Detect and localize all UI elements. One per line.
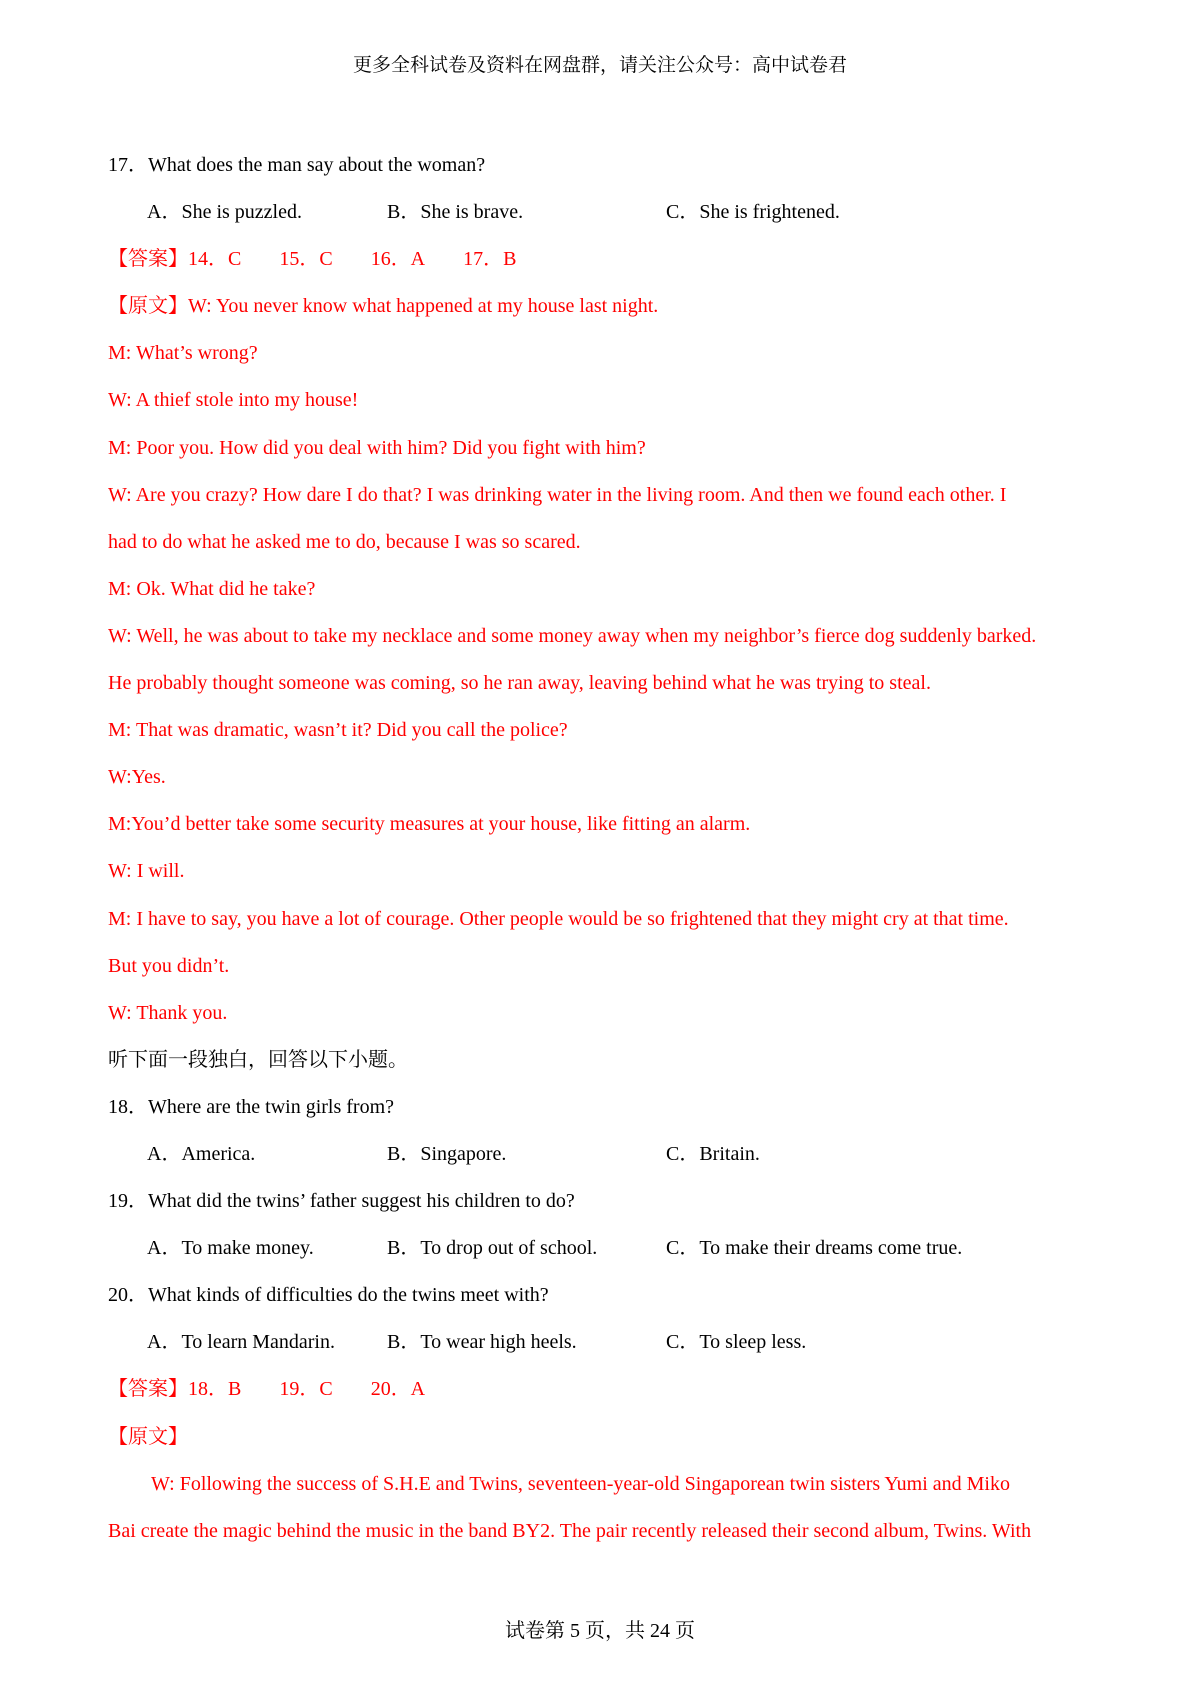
transcript-line: M: Poor you. How did you deal with him? Did you fight with him? [108, 436, 646, 459]
option-b: B．Singapore. [387, 1142, 507, 1165]
transcript-label: 【原文】 [108, 295, 188, 318]
option-c: C．To make their dreams come true. [666, 1237, 963, 1260]
transcript-line: M: Ok. What did he take? [108, 577, 316, 600]
answer-item: 16．A [370, 248, 426, 271]
question-18-options [108, 1131, 1108, 1178]
transcript-line [108, 283, 1108, 330]
answer-key-1 [108, 236, 1108, 283]
option-a: A．To make money. [147, 1237, 314, 1260]
answer-label: 【答案】 [108, 248, 188, 271]
page-header: 更多全科试卷及资料在网盘群，请关注公众号：高中试卷君 [352, 55, 847, 76]
transcript-line: W: Following the success of S.H.E and Twins, seventeen-year-old Singaporean twin sisters Yumi and Miko [151, 1472, 1010, 1495]
answer-item: 20．A [370, 1378, 426, 1401]
transcript-text: W: You never know what happened at my house last night. [188, 295, 659, 318]
answer-item: 14．C [188, 248, 242, 271]
transcript-label-2: 【原文】 [108, 1425, 188, 1448]
document-body [108, 142, 1108, 1555]
question-19: 19．What did the twins’ father suggest his children to do? [108, 1190, 575, 1213]
transcript-line: W: Thank you. [108, 1001, 228, 1024]
option-b: B．To wear high heels. [387, 1331, 577, 1354]
transcript-line: W: Well, he was about to take my necklace and some money away when my neighbor’s fierce dog suddenly barked. [108, 624, 1037, 647]
question-17-options [108, 189, 1108, 236]
option-a: A．To learn Mandarin. [147, 1331, 335, 1354]
question-19-options [108, 1225, 1108, 1272]
transcript-line: W: Are you crazy? How dare I do that? I was drinking water in the living room. And then we found each other. I [108, 483, 1007, 506]
transcript-line: Bai create the magic behind the music in the band BY2. The pair recently released their second album, Twins. With [108, 1519, 1032, 1542]
transcript-line: M: I have to say, you have a lot of courage. Other people would be so frightened that they might cry at that time. [108, 907, 1009, 930]
answer-item: 18．B [188, 1378, 242, 1401]
option-c: C．Britain. [666, 1142, 760, 1165]
option-c: C．To sleep less. [666, 1331, 807, 1354]
option-a: A．She is puzzled. [147, 201, 302, 224]
option-c: C．She is frightened. [666, 201, 840, 224]
answer-item: 19．C [279, 1378, 333, 1401]
transcript-line: M: What’s wrong? [108, 342, 258, 365]
answer-item: 15．C [279, 248, 333, 271]
option-a: A．America. [147, 1142, 256, 1165]
question-20-options [108, 1319, 1108, 1366]
transcript-line: W: A thief stole into my house! [108, 389, 359, 412]
option-b: B．She is brave. [387, 201, 524, 224]
answer-key-2 [108, 1366, 1108, 1413]
question-17: 17．What does the man say about the woman? [108, 154, 486, 176]
option-b: B．To drop out of school. [387, 1237, 598, 1260]
transcript-line: had to do what he asked me to do, because I was so scared. [108, 530, 581, 553]
transcript-line: M:You’d better take some security measures at your house, like fitting an alarm. [108, 813, 751, 836]
answer-label: 【答案】 [108, 1378, 188, 1401]
question-18: 18．Where are the twin girls from? [108, 1095, 395, 1118]
transcript-line: W: I will. [108, 860, 185, 883]
transcript-line: But you didn’t. [108, 954, 230, 977]
question-20: 20．What kinds of difficulties do the twins meet with? [108, 1284, 549, 1307]
transcript-line: W:Yes. [108, 766, 166, 789]
answer-item: 17．B [463, 248, 517, 271]
page-footer: 试卷第 5 页，共 24 页 [505, 1620, 695, 1642]
transcript-line: He probably thought someone was coming, so he ran away, leaving behind what he was trying to steal. [108, 672, 931, 695]
transcript-line: M: That was dramatic, wasn’t it? Did you call the police? [108, 719, 568, 742]
section-instruction: 听下面一段独白，回答以下小题。 [108, 1048, 408, 1071]
